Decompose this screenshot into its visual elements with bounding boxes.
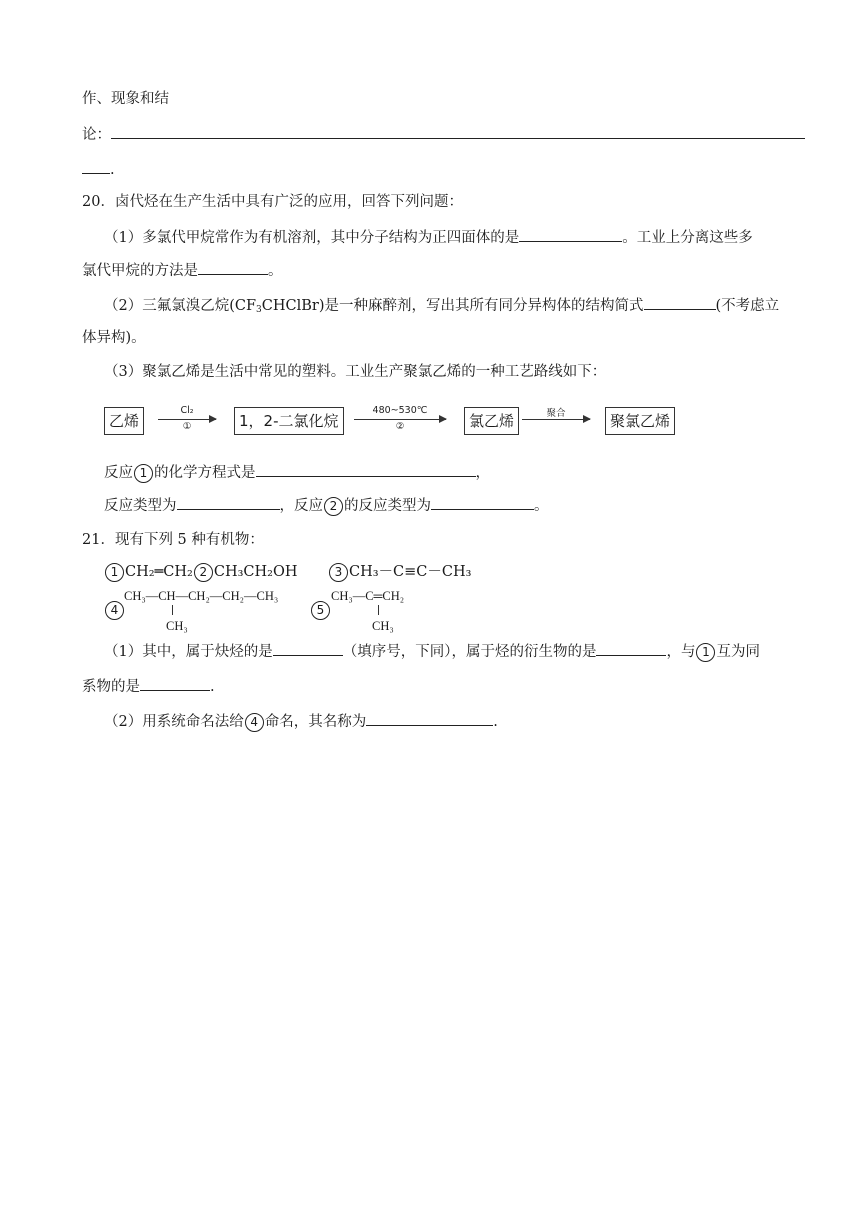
text: 论： [82,127,111,143]
question-number: 21． [82,532,115,548]
text: 的反应类型为 [344,498,431,514]
text: 。工业上分离这些多 [622,230,753,246]
text: 。 [534,498,549,514]
text-line: （2）三氟氯溴乙烷$(CF_3CHClBr)$是一种麻醉剂，写出其所有同分异构体的结构简式 (不考虑立 [104,295,779,320]
text: （2）三氟氯溴乙烷(CF [104,298,257,314]
structure-5-main-chain: CH₃—C═CH₂ [331,589,405,603]
text: . [493,714,498,730]
answer-blank[interactable] [140,676,210,691]
flow-box-ethylene: 乙烯 [104,407,144,435]
circled-number: 1 [105,563,124,582]
arrow-label-polymerization: 聚合 [546,408,566,419]
flow-box-vinyl-chloride: 氯乙烯 [464,407,519,435]
structure-5-branch: CH₃ [372,619,394,633]
text: （1）多氯代甲烷常作为有机溶剂，其中分子结构为正四面体的是 [104,230,520,246]
answer-blank[interactable] [519,227,622,242]
circled-number: 3 [329,563,348,582]
text: （填序号，下同），属于烃的衍生物的是 [342,644,597,660]
text-line [104,495,549,516]
bond-line [172,605,173,615]
answer-blank[interactable] [198,260,268,275]
circled-number: 2 [194,563,213,582]
arrow-label-step1: ① [182,421,192,432]
text: 卤代烃在生产生活中具有广泛的应用，回答下列问题： [114,194,463,210]
flow-box-dichloroalkane: 1，2-二氯化烷 [234,407,344,435]
structure-4-main-chain: CH₃—CH—CH₂—CH₂—CH₃ [124,589,279,603]
text: 反应类型为 [104,498,177,514]
text: 命名，其名称为 [264,714,367,730]
answer-blank[interactable] [644,295,716,310]
text-line [82,676,215,697]
arrow-label-step2: ② [395,421,405,432]
text: . [210,679,215,695]
reaction-arrow [354,419,446,420]
text: . [110,162,115,178]
flow-box-pvc: 聚氯乙烯 [605,407,675,435]
question-21-stem [82,530,264,550]
circled-number: 5 [311,601,330,620]
text: （1）其中，属于炔烃的是 [104,644,273,660]
circled-number: 1 [696,643,715,662]
text: (不考虑立 [715,298,780,314]
text: 氯代甲烷的方法是 [82,263,198,279]
circled-number: 2 [324,497,343,516]
text: 的化学方程式是 [154,465,256,481]
answer-blank[interactable] [596,641,666,656]
text: （2）用系统命名法给 [104,714,244,730]
bond-line [378,605,379,615]
text: ，反应 [279,498,323,514]
text-line [82,159,115,180]
answer-blank[interactable] [431,495,534,510]
text: 互为同 [716,644,760,660]
circled-number: 1 [134,464,153,483]
text: 现有下列 5 种有机物： [114,532,264,548]
text-line [82,124,805,145]
text: ， [475,465,490,481]
text-line [104,641,760,662]
text-line: 作、现象和结 [82,91,169,107]
text: 系物的是 [82,679,140,695]
text-line [104,462,490,483]
formula-1: CH₂═CH₂ [125,564,193,580]
arrow-label-cl2: Cl₂ [180,405,194,416]
question-20-stem [82,192,463,212]
text: CHClBr)是一种麻醉剂，写出其所有同分异构体的结构简式 [261,298,644,314]
reaction-arrow [522,419,590,420]
compound-list-row [104,562,297,582]
answer-blank[interactable] [82,159,110,174]
formula-3: CH₃－C≡C－CH₃ [349,564,472,580]
text: 反应 [104,465,133,481]
structure-4-branch: CH₃ [166,619,188,633]
circled-number: 4 [245,713,264,732]
text-line [104,711,498,732]
text-line [82,260,283,281]
answer-blank[interactable] [273,641,343,656]
text-line: （3）聚氯乙烯是生活中常见的塑料。工业生产聚氯乙烯的一种工艺路线如下： [104,364,607,380]
arrow-label-temperature: 480~530℃ [372,405,428,416]
circled-number: 4 [105,601,124,620]
formula-2: CH₃CH₂OH [213,564,298,580]
text: 。 [268,263,283,279]
answer-blank[interactable] [366,711,493,726]
reaction-arrow [158,419,216,420]
compound-list-row [328,562,471,582]
text: ，与 [666,644,696,660]
answer-blank[interactable] [111,124,805,139]
question-number: 20． [82,194,115,210]
answer-blank[interactable] [177,495,280,510]
text-line: 体异构)。 [82,330,146,346]
answer-blank[interactable] [256,462,476,477]
text-line [104,227,753,248]
